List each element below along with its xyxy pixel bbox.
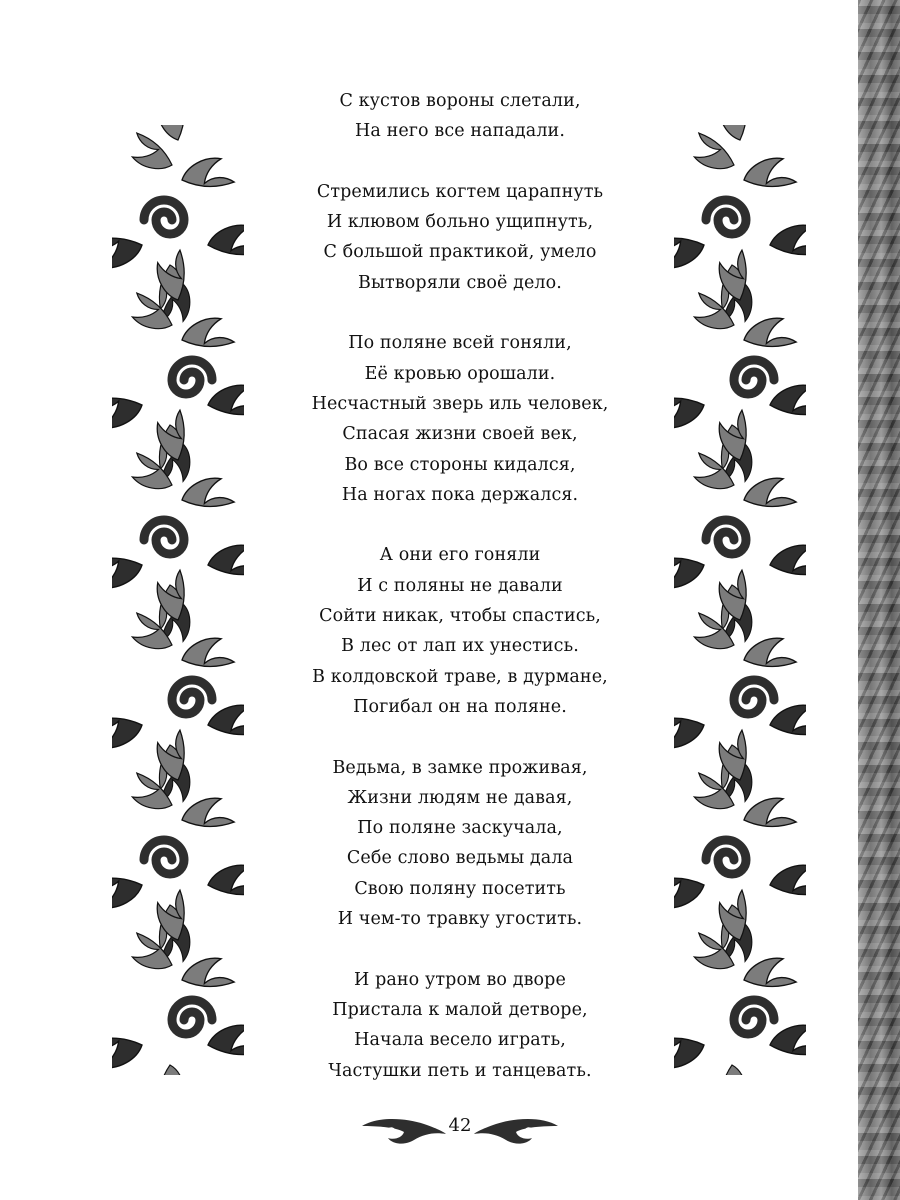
vine-leaf bbox=[205, 221, 244, 265]
stanza-2 bbox=[290, 177, 630, 298]
poem-line: Начала весело играть, bbox=[354, 1030, 566, 1051]
poem-line: Спасая жизни своей век, bbox=[342, 424, 578, 445]
poem-line: Пристала к малой детворе, bbox=[332, 999, 588, 1020]
vine-scroll bbox=[144, 840, 184, 874]
vine-leaf bbox=[205, 381, 244, 425]
stanza-3 bbox=[290, 328, 630, 510]
vine-leaf bbox=[689, 133, 740, 175]
vine-scroll bbox=[734, 1000, 774, 1034]
vine-leaf bbox=[740, 793, 796, 839]
poem-line: Сойти никак, чтобы спастись, bbox=[319, 606, 601, 627]
stanza-gap bbox=[290, 934, 630, 964]
vine-scroll bbox=[706, 200, 746, 234]
vine-leaf bbox=[714, 125, 758, 144]
poem-line: Её кровью орошали. bbox=[364, 363, 556, 384]
vine-leaf bbox=[112, 706, 146, 754]
vine-scroll bbox=[172, 360, 212, 394]
poem-line: Ведьма, в замке проживая, bbox=[332, 757, 588, 778]
poem-line: Несчастный зверь иль человек, bbox=[311, 393, 609, 414]
right-vine-ornament bbox=[674, 125, 806, 1075]
stanza-gap bbox=[290, 722, 630, 752]
poem-line: В лес от лап их унестись. bbox=[341, 636, 579, 657]
vine-leaf bbox=[674, 226, 708, 274]
vine-leaf bbox=[674, 546, 708, 594]
vine-leaf bbox=[178, 793, 234, 839]
vine-scroll bbox=[706, 840, 746, 874]
vine-leaf bbox=[740, 953, 796, 999]
vine-scroll bbox=[734, 680, 774, 714]
vine-leaf bbox=[178, 633, 234, 679]
vine-leaf bbox=[112, 1026, 146, 1074]
vine-leaf bbox=[767, 1021, 806, 1065]
vine-leaf bbox=[674, 706, 708, 754]
vine-leaf bbox=[152, 125, 196, 144]
vine-leaf bbox=[740, 153, 796, 199]
poem-line: По поляне всей гоняли, bbox=[348, 333, 572, 354]
vine-leaf bbox=[112, 386, 146, 434]
vine-scroll bbox=[734, 360, 774, 394]
vine-leaf bbox=[740, 473, 796, 519]
poem-line: И рано утром во дворе bbox=[354, 969, 566, 990]
page-footer bbox=[340, 1106, 580, 1150]
poem-line: Во все стороны кидался, bbox=[344, 454, 576, 475]
vine-leaf bbox=[205, 861, 244, 905]
poem-line: С большой практикой, умело bbox=[323, 242, 597, 263]
vine-leaf bbox=[767, 381, 806, 425]
poem-line: Свою поляну посетить bbox=[354, 878, 566, 899]
stanza-1 bbox=[290, 86, 630, 147]
stanza-6 bbox=[290, 965, 630, 1086]
poem-line: А они его гоняли bbox=[379, 545, 541, 566]
stanza-gap bbox=[290, 510, 630, 540]
stanza-4 bbox=[290, 540, 630, 722]
poem-line: Себе слово ведьмы дала bbox=[346, 848, 574, 869]
poem-line: И чем-то травку угостить. bbox=[337, 909, 583, 930]
poem-line: И клювом больно ущипнуть, bbox=[326, 212, 594, 233]
vine-leaf bbox=[205, 701, 244, 745]
vine-scroll bbox=[172, 1000, 212, 1034]
vine-leaf bbox=[767, 221, 806, 265]
vine-leaf bbox=[112, 226, 146, 274]
vine-leaf bbox=[740, 313, 796, 359]
vine-scroll bbox=[144, 200, 184, 234]
vine-scroll bbox=[172, 680, 212, 714]
vine-leaf bbox=[178, 313, 234, 359]
vine-leaf bbox=[205, 541, 244, 585]
vine-leaf bbox=[767, 701, 806, 745]
poem-line: На него все нападали. bbox=[355, 121, 565, 142]
left-vine-ornament bbox=[112, 125, 244, 1075]
stanza-5 bbox=[290, 753, 630, 935]
vine-leaf bbox=[674, 1026, 708, 1074]
vine-leaf bbox=[178, 153, 234, 199]
poem-line: С кустов вороны слетали, bbox=[339, 91, 581, 111]
vine-leaf bbox=[740, 633, 796, 679]
vine-leaf bbox=[767, 861, 806, 905]
vine-leaf bbox=[112, 546, 146, 594]
vine-leaf bbox=[715, 1063, 749, 1075]
poem-line: В колдовской траве, в дурмане, bbox=[312, 666, 608, 687]
adjacent-page-edge bbox=[858, 0, 900, 1200]
stanza-gap bbox=[290, 147, 630, 177]
vine-leaf bbox=[205, 1021, 244, 1065]
vine-leaf bbox=[767, 541, 806, 585]
vine-scroll bbox=[706, 520, 746, 554]
vine-leaf bbox=[127, 133, 178, 175]
vine-leaf bbox=[153, 1063, 187, 1075]
right-flourish-ornament bbox=[472, 1112, 562, 1148]
poem-line: Жизни людям не давая, bbox=[347, 787, 573, 808]
poem-line: По поляне заскучала, bbox=[357, 818, 563, 839]
vine-leaf bbox=[674, 866, 708, 914]
vine-leaf bbox=[112, 866, 146, 914]
poem-line: Стремились когтем царапнуть bbox=[316, 181, 604, 202]
poem-line: На ногах пока держался. bbox=[341, 484, 579, 505]
poem-line: И с поляны не давали bbox=[357, 575, 563, 596]
stanza-gap bbox=[290, 298, 630, 328]
vine-scroll bbox=[144, 520, 184, 554]
poem-line: Вытворяли своё дело. bbox=[358, 272, 562, 293]
vine-leaf bbox=[178, 953, 234, 999]
poem-line: Частушки петь и танцевать. bbox=[328, 1060, 592, 1081]
poem-text bbox=[290, 86, 630, 1086]
page-number: 42 bbox=[448, 1115, 472, 1136]
vine-leaf bbox=[674, 386, 708, 434]
poem-line: Погибал он на поляне. bbox=[353, 696, 567, 717]
vine-leaf bbox=[178, 473, 234, 519]
